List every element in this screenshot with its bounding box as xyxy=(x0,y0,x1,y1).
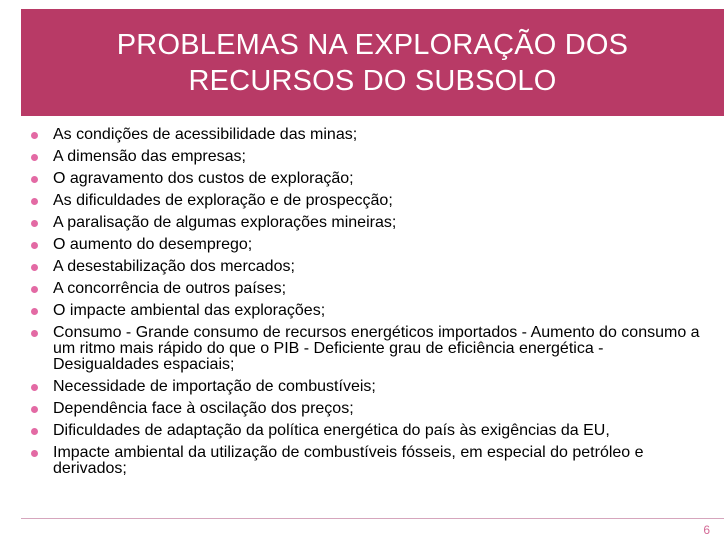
bullet-text: O aumento do desemprego; xyxy=(53,236,253,253)
bullet-text: As dificuldades de exploração e de prospecção; xyxy=(53,192,393,209)
bullet-text: Impacte ambiental da utilização de combustíveis fósseis, em especial do petróleo e derivados; xyxy=(53,444,644,477)
slide-content xyxy=(30,127,710,483)
list-item xyxy=(30,423,710,439)
bullet-dot-icon xyxy=(31,132,38,139)
bullet-text: A concorrência de outros países; xyxy=(53,280,287,297)
bullet-text: Dependência face à oscilação dos preços; xyxy=(53,400,354,417)
list-item xyxy=(30,259,710,275)
bullet-dot-icon xyxy=(31,330,38,337)
list-item xyxy=(30,445,710,477)
bullet-list xyxy=(30,127,710,477)
list-item xyxy=(30,303,710,319)
bullet-dot-icon xyxy=(31,220,38,227)
bullet-dot-icon xyxy=(31,242,38,249)
list-item xyxy=(30,237,710,253)
list-item xyxy=(30,325,710,373)
bullet-text: Necessidade de importação de combustíveis; xyxy=(53,378,376,395)
bullet-dot-icon xyxy=(31,286,38,293)
bullet-dot-icon xyxy=(31,450,38,457)
bullet-dot-icon xyxy=(31,384,38,391)
footer-divider xyxy=(21,518,724,519)
bullet-dot-icon xyxy=(31,308,38,315)
list-item xyxy=(30,149,710,165)
bullet-dot-icon xyxy=(31,198,38,205)
bullet-dot-icon xyxy=(31,264,38,271)
list-item xyxy=(30,127,710,143)
bullet-text: O agravamento dos custos de exploração; xyxy=(53,170,354,187)
bullet-text: O impacte ambiental das explorações; xyxy=(53,302,326,319)
slide-title-line-1: PROBLEMAS NA EXPLORAÇÃO DOS xyxy=(116,29,629,61)
list-item xyxy=(30,215,710,231)
bullet-text: Consumo - Grande consumo de recursos energéticos importados - Aumento do consumo a um ritmo mais rápido do que o PIB - Deficiente grau de eficiência energética - Desigualdades espaciais; xyxy=(53,324,700,373)
slide-title xyxy=(21,27,724,99)
list-item xyxy=(30,281,710,297)
bullet-text: Dificuldades de adaptação da política energética do país às exigências da EU, xyxy=(53,422,610,439)
page-number: 6 xyxy=(703,523,710,537)
bullet-dot-icon xyxy=(31,406,38,413)
list-item xyxy=(30,171,710,187)
list-item xyxy=(30,379,710,395)
bullet-dot-icon xyxy=(31,176,38,183)
bullet-text: A desestabilização dos mercados; xyxy=(53,258,295,275)
title-banner xyxy=(21,9,724,116)
bullet-text: A dimensão das empresas; xyxy=(53,148,246,165)
list-item xyxy=(30,193,710,209)
slide-title-line-2: RECURSOS DO SUBSOLO xyxy=(188,65,557,97)
list-item xyxy=(30,401,710,417)
bullet-dot-icon xyxy=(31,428,38,435)
bullet-dot-icon xyxy=(31,154,38,161)
bullet-text: As condições de acessibilidade das minas; xyxy=(53,126,358,143)
bullet-text: A paralisação de algumas explorações mineiras; xyxy=(53,214,397,231)
